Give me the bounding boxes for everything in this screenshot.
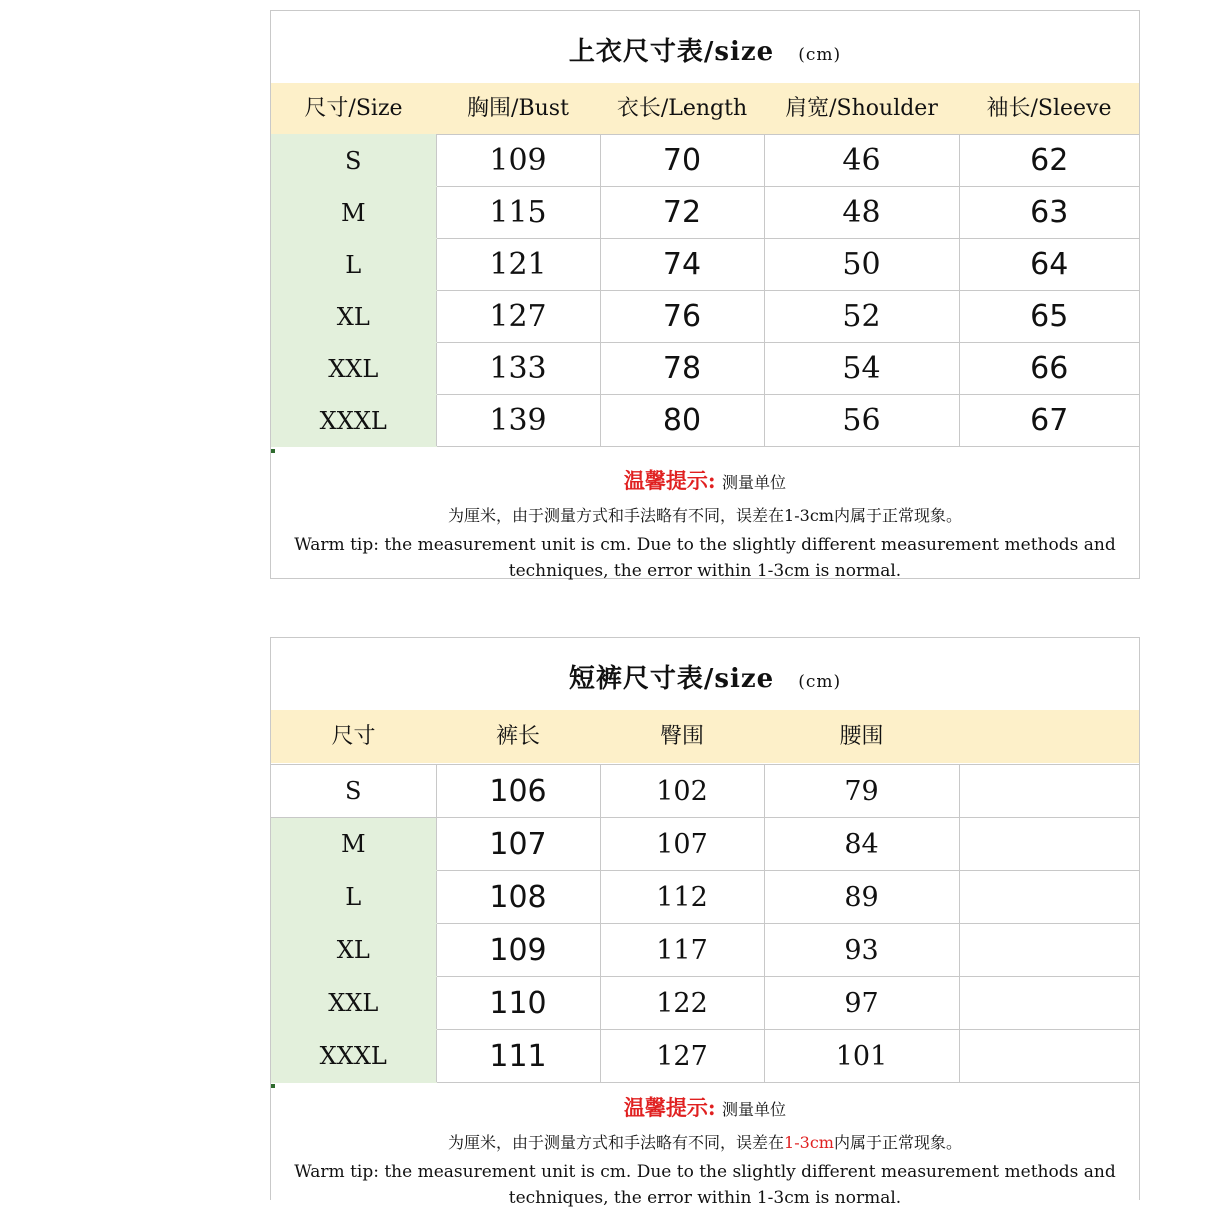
tip-unit-word: 测量单位 xyxy=(722,473,787,492)
shorts-header-size: 尺寸 xyxy=(331,724,376,749)
empty-cell xyxy=(959,765,1139,818)
bust-cell: 115 xyxy=(436,187,600,239)
shorts-chart-title xyxy=(271,658,1139,695)
sleeve-cell: 62 xyxy=(959,135,1139,187)
hip-cell: 122 xyxy=(600,977,764,1030)
shorts-header-hip: 臀围 xyxy=(659,724,704,749)
shoulder-cell: 54 xyxy=(764,343,959,395)
tops-header-bust: 胸围/Bust xyxy=(467,96,569,121)
tip-english-text: Warm tip: the measurement unit is cm. Due to the slightly different measurement methods and techniques, the error within 1-3cm is normal. xyxy=(294,1162,1116,1208)
length-cell: 107 xyxy=(436,818,600,871)
tops-chart-title xyxy=(271,31,1139,68)
shorts-header-waist: 腰围 xyxy=(839,724,884,749)
size-cell: L xyxy=(271,239,436,291)
tops-header-row xyxy=(271,83,1139,134)
hip-cell: 127 xyxy=(600,1030,764,1083)
table-row xyxy=(271,1030,1139,1083)
tops-unit: (cm) xyxy=(798,45,842,65)
tip-chinese-text xyxy=(271,1130,1139,1153)
tip-heading xyxy=(271,465,1139,495)
table-row xyxy=(271,818,1139,871)
waist-cell: 84 xyxy=(764,818,959,871)
table-row xyxy=(271,135,1139,187)
length-cell: 110 xyxy=(436,977,600,1030)
waist-cell: 97 xyxy=(764,977,959,1030)
length-cell: 76 xyxy=(600,291,764,343)
shorts-header-length: 裤长 xyxy=(495,724,540,749)
empty-cell xyxy=(959,1030,1139,1083)
table-row xyxy=(271,239,1139,291)
sleeve-cell: 63 xyxy=(959,187,1139,239)
tip-text-post: 内属于正常现象。 xyxy=(833,1133,962,1152)
waist-cell: 101 xyxy=(764,1030,959,1083)
waist-cell: 79 xyxy=(764,765,959,818)
tops-header-size: 尺寸/Size xyxy=(304,96,403,121)
shorts-table xyxy=(271,764,1139,1083)
tops-header-length: 衣长/Length xyxy=(616,96,748,121)
bust-cell: 121 xyxy=(436,239,600,291)
shorts-size-chart xyxy=(270,637,1140,1208)
waist-cell: 93 xyxy=(764,924,959,977)
size-cell: XL xyxy=(271,291,436,343)
bust-cell: 127 xyxy=(436,291,600,343)
tops-title-text: 上衣尺寸表/size xyxy=(568,37,775,67)
empty-cell xyxy=(959,818,1139,871)
shorts-title-text: 短裤尺寸表/size xyxy=(568,664,775,694)
empty-cell xyxy=(959,924,1139,977)
sleeve-cell: 66 xyxy=(959,343,1139,395)
tops-table xyxy=(271,134,1139,447)
sleeve-cell: 64 xyxy=(959,239,1139,291)
shoulder-cell: 52 xyxy=(764,291,959,343)
table-row xyxy=(271,924,1139,977)
hip-cell: 117 xyxy=(600,924,764,977)
table-row xyxy=(271,765,1139,818)
length-cell: 74 xyxy=(600,239,764,291)
table-row xyxy=(271,871,1139,924)
shoulder-cell: 56 xyxy=(764,395,959,447)
hip-cell: 112 xyxy=(600,871,764,924)
hip-cell: 107 xyxy=(600,818,764,871)
table-row xyxy=(271,343,1139,395)
length-cell: 108 xyxy=(436,871,600,924)
shorts-header-row xyxy=(271,710,1139,763)
table-row xyxy=(271,291,1139,343)
length-cell: 70 xyxy=(600,135,764,187)
table-row xyxy=(271,977,1139,1030)
tip-chinese-text: 为厘米，由于测量方式和手法略有不同，误差在1-3cm内属于正常现象。 xyxy=(448,506,962,525)
corner-mark xyxy=(271,449,275,453)
shoulder-cell: 46 xyxy=(764,135,959,187)
shorts-unit: (cm) xyxy=(798,672,842,692)
waist-cell: 89 xyxy=(764,871,959,924)
tip-text-red: 1-3cm xyxy=(784,1133,834,1152)
tops-header-shoulder: 肩宽/Shoulder xyxy=(785,96,938,121)
shoulder-cell: 50 xyxy=(764,239,959,291)
size-cell: XL xyxy=(271,924,436,977)
tip-label: 温馨提示: xyxy=(623,468,716,493)
tip-text-pre: 为厘米，由于测量方式和手法略有不同，误差在 xyxy=(448,1133,785,1152)
hip-cell: 102 xyxy=(600,765,764,818)
sleeve-cell: 67 xyxy=(959,395,1139,447)
tip-heading xyxy=(271,1092,1139,1122)
tip-label: 温馨提示: xyxy=(623,1095,716,1120)
size-cell: M xyxy=(271,818,436,871)
size-cell: XXL xyxy=(271,977,436,1030)
sleeve-cell: 65 xyxy=(959,291,1139,343)
tops-header-sleeve: 袖长/Sleeve xyxy=(986,96,1112,121)
tip-unit-word: 测量单位 xyxy=(722,1100,787,1119)
size-cell: XXXL xyxy=(271,395,436,447)
size-cell: M xyxy=(271,187,436,239)
length-cell: 106 xyxy=(436,765,600,818)
table-row xyxy=(271,187,1139,239)
bust-cell: 139 xyxy=(436,395,600,447)
bust-cell: 109 xyxy=(436,135,600,187)
length-cell: 80 xyxy=(600,395,764,447)
size-cell: L xyxy=(271,871,436,924)
size-cell: XXL xyxy=(271,343,436,395)
empty-cell xyxy=(959,871,1139,924)
shoulder-cell: 48 xyxy=(764,187,959,239)
bust-cell: 133 xyxy=(436,343,600,395)
size-cell: S xyxy=(271,135,436,187)
corner-mark xyxy=(271,1084,275,1088)
length-cell: 111 xyxy=(436,1030,600,1083)
empty-cell xyxy=(959,977,1139,1030)
table-row xyxy=(271,395,1139,447)
tops-warm-tip xyxy=(271,465,1139,584)
length-cell: 109 xyxy=(436,924,600,977)
size-cell: XXXL xyxy=(271,1030,436,1083)
size-cell: S xyxy=(271,765,436,818)
tip-english-text: Warm tip: the measurement unit is cm. Due to the slightly different measurement methods and techniques, the error within 1-3cm is normal. xyxy=(294,535,1116,581)
length-cell: 78 xyxy=(600,343,764,395)
length-cell: 72 xyxy=(600,187,764,239)
tops-size-chart xyxy=(270,10,1140,579)
shorts-warm-tip xyxy=(271,1092,1139,1211)
